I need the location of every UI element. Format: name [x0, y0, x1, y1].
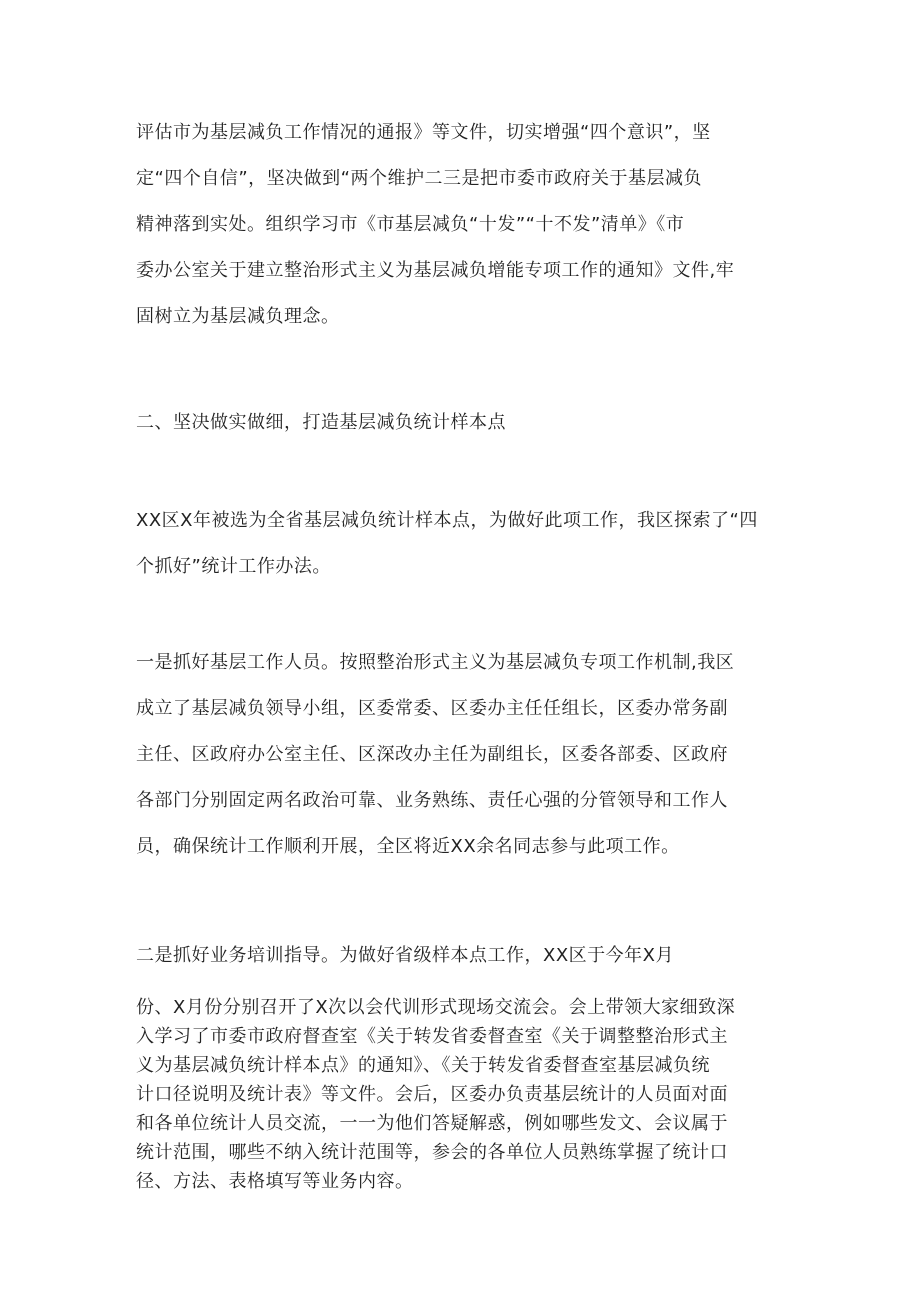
paragraph-4-line: 统计范围，哪些不纳入统计范围等，参会的各单位人员熟练掌握了统计口	[136, 1142, 728, 1163]
section-heading-text: 二、坚决做实做细，打造基层减负统计样本点	[136, 412, 506, 433]
paragraph-2-line: 个抓好”统计工作办法。	[136, 556, 331, 577]
paragraph-4-line: 入学习了市委市政府督查室《关于转发省委督查室《关于调整整治形式主	[136, 1026, 728, 1047]
paragraph-3-line: 成立了基层减负领导小组，区委常委、区委办主任任组长，区委办常务副	[136, 698, 728, 719]
paragraph-1-line: 固树立为基层减负理念。	[136, 306, 340, 327]
paragraph-4-line: 义为基层减负统计样本点》的通知》、《关于转发省委督查室基层减负统	[136, 1055, 710, 1076]
paragraph-1-line: 定“四个自信”，坚决做到“两个维护二三是把市委市政府关于基层减负	[136, 168, 702, 189]
section-heading	[136, 400, 790, 446]
paragraph-1-line: 委办公室关于建立整治形式主义为基层减负增能专项工作的通知》文件,牢	[136, 260, 735, 281]
paragraph-1-line: 评估市为基层减负工作情况的通报》等文件，切实增强“四个意识”，坚	[136, 122, 711, 143]
paragraph-4-first-line: 二是抓好业务培训指导。为做好省级样本点工作，XX区于今年X月	[136, 945, 674, 966]
paragraph-3-line: 各部门分别固定两名政治可靠、业务熟练、责任心强的分管领导和工作人	[136, 790, 728, 811]
paragraph-1-line: 精神落到实处。组织学习市《市基层减负“十发”“十不发”清单》《市	[136, 214, 685, 235]
paragraph-4-line: 径、方法、表格填写等业务内容。	[136, 1171, 414, 1192]
paragraph-1	[136, 110, 790, 340]
paragraph-4-line: 份、X月份分别召开了X次以会代训形式现场交流会。会上带领大家细致深	[136, 997, 736, 1018]
paragraph-4-line: 和各单位统计人员交流，一一为他们答疑解惑，例如哪些发文、会议属于	[136, 1113, 728, 1134]
paragraph-4-opening	[136, 933, 790, 979]
paragraph-2	[136, 498, 790, 590]
paragraph-4	[136, 993, 790, 1196]
paragraph-4-line: 计口径说明及统计表》等文件。会后，区委办负责基层统计的人员面对面	[136, 1084, 728, 1105]
paragraph-3-line: 一是抓好基层工作人员。按照整治形式主义为基层减负专项工作机制,我区	[136, 652, 735, 673]
paragraph-3	[136, 640, 790, 870]
paragraph-3-line: 员，确保统计工作顺利开展，全区将近XX余名同志参与此项工作。	[136, 836, 680, 857]
paragraph-3-line: 主任、区政府办公室主任、区深改办主任为副组长，区委各部委、区政府	[136, 744, 728, 765]
paragraph-2-line: XX区X年被选为全省基层减负统计样本点，为做好此项工作，我区探索了“四	[136, 510, 758, 531]
